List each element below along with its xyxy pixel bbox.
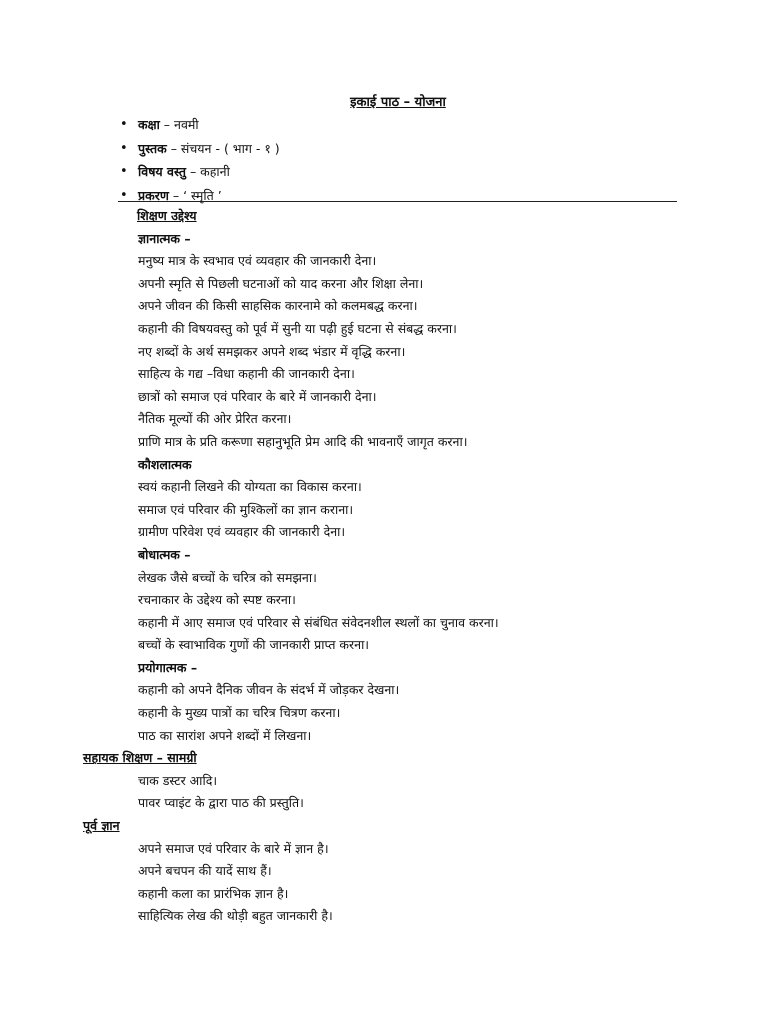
list-item: अपने बचपन की यादें साथ हैं। xyxy=(138,863,272,879)
info-value: – ‘ स्मृति ’ xyxy=(172,187,222,203)
list-item: पाठ का सारांश अपने शब्दों में लिखना। xyxy=(138,727,312,743)
objectives-heading: शिक्षण उद्देश्य xyxy=(137,208,197,223)
list-item: पावर प्वाइंट के द्वारा पाठ की प्रस्तुति। xyxy=(138,795,304,811)
info-value: – नवमी xyxy=(163,117,199,132)
divider xyxy=(118,201,677,202)
prior-knowledge-heading: पूर्व ज्ञान xyxy=(83,818,120,834)
list-item: प्राणि मात्र के प्रति करूणा सहानुभूति प्रेम आदि की भावनाएँ जागृत करना। xyxy=(138,433,468,449)
materials-heading: सहायक शिक्षण – सामग्री xyxy=(83,750,197,766)
list-item: नए शब्दों के अर्थ समझकर अपने शब्द भंडार में वृद्धि करना। xyxy=(138,343,406,359)
bullet-icon: • xyxy=(120,140,128,156)
lesson-info-list xyxy=(120,113,280,207)
list-item: बच्चों के स्वाभाविक गुणों की जानकारी प्राप्त करना। xyxy=(138,637,370,653)
list-item-class xyxy=(120,113,280,137)
list-item: समाज एवं परिवार की मुश्किलों का ज्ञान कराना। xyxy=(138,501,354,517)
info-label: प्रकरण xyxy=(138,187,169,203)
list-item: चाक डस्टर आदि। xyxy=(138,772,218,788)
list-item-topic xyxy=(120,184,280,208)
list-item: अपने समाज एवं परिवार के बारे में ज्ञान है। xyxy=(138,840,329,856)
list-item: कहानी में आए समाज एवं परिवार से संबंधित संवेदनशील स्थलों का चुनाव करना। xyxy=(138,614,499,630)
info-value: – कहानी xyxy=(189,164,230,179)
list-item: कहानी को अपने दैनिक जीवन के संदर्भ में जोड़कर देखना। xyxy=(138,682,400,698)
list-item: नैतिक मूल्यों की ओर प्रेरित करना। xyxy=(138,411,292,427)
info-label: पुस्तक xyxy=(138,140,167,156)
bullet-icon: • xyxy=(120,117,128,132)
list-item: साहित्य के गद्य –विधा कहानी की जानकारी देना। xyxy=(138,366,355,382)
kaushalatmak-heading: कौशलात्मक xyxy=(138,456,192,472)
list-item: अपने जीवन की किसी साहसिक कारनामे को कलमबद्ध करना। xyxy=(138,298,418,314)
list-item-subject xyxy=(120,160,280,184)
list-item: अपनी स्मृति से पिछली घटनाओं को याद करना और शिक्षा लेना। xyxy=(138,275,424,291)
list-item: छात्रों को समाज एवं परिवार के बारे में जानकारी देना। xyxy=(138,388,377,404)
bodhatmak-heading: बोधात्मक – xyxy=(138,546,191,562)
prayogatmak-heading: प्रयोगात्मक – xyxy=(138,659,198,675)
info-label: विषय वस्तु xyxy=(138,164,186,179)
list-item: कहानी की विषयवस्तु को पूर्व में सुनी या पढ़ी हुई घटना से संबद्ध करना। xyxy=(138,320,457,336)
list-item-book xyxy=(120,137,280,161)
list-item: रचनाकार के उद्देश्य को स्पष्ट करना। xyxy=(138,592,296,608)
gyanatmak-heading: ज्ञानात्मक – xyxy=(138,230,191,246)
lesson-body xyxy=(0,205,768,928)
list-item: मनुष्य मात्र के स्वभाव एवं व्यवहार की जानकारी देना। xyxy=(138,253,377,269)
info-value: – संचयन - ( भाग - १ ) xyxy=(170,140,280,156)
bullet-icon: • xyxy=(120,164,128,179)
info-label: कक्षा xyxy=(138,117,160,132)
bullet-icon: • xyxy=(120,187,128,203)
list-item: साहित्यिक लेख की थोड़ी बहुत जानकारी है। xyxy=(138,908,333,924)
list-item: लेखक जैसे बच्चों के चरित्र को समझना। xyxy=(138,569,317,585)
list-item: ग्रामीण परिवेश एवं व्यवहार की जानकारी देना। xyxy=(138,524,346,540)
page-title: इकाई पाठ – योजना xyxy=(350,95,446,110)
list-item: कहानी के मुख्य पात्रों का चरित्र चित्रण करना। xyxy=(138,705,341,721)
list-item: कहानी कला का प्रारंभिक ज्ञान है। xyxy=(138,885,289,901)
list-item: स्वयं कहानी लिखने की योग्यता का विकास करना। xyxy=(138,479,362,495)
